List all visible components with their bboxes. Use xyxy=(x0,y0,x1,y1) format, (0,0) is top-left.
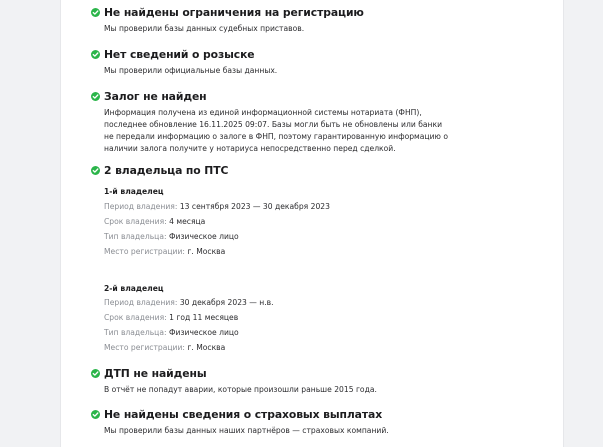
section-title: Залог не найден xyxy=(104,90,207,103)
section-description: Мы проверили базы данных судебных приставов. xyxy=(104,24,305,33)
owner-type: Тип владельца: Физическое лицо xyxy=(104,232,239,241)
report-card xyxy=(60,0,564,447)
owner-heading: 1-й владелец xyxy=(104,187,164,196)
section-description: Мы проверили официальные базы данных. xyxy=(104,66,278,75)
owner-heading: 2-й владелец xyxy=(104,284,164,293)
owner-registration-place: Место регистрации: г. Москва xyxy=(104,247,226,256)
section-title: Нет сведений о розыске xyxy=(104,48,255,61)
owner-registration-place: Место регистрации: г. Москва xyxy=(104,343,226,352)
section-title: ДТП не найдены xyxy=(104,367,207,380)
section-title: Не найдены сведения о страховых выплатах xyxy=(104,408,383,421)
check-circle-icon xyxy=(91,410,100,419)
check-circle-icon xyxy=(91,92,100,101)
section-accidents xyxy=(91,367,551,394)
section-wanted xyxy=(91,48,551,75)
section-title: Не найдены ограничения на регистрацию xyxy=(104,6,364,19)
section-description: Информация получена из единой информационной системы нотариата (ФНП), последнее обновление 16.11.2025 09:07. Базы могли быть не обновлены или банки не передали информацию о залоге в ФНП, поэтому гарантированную информацию о наличии залога получите у нотариуса непосредственно перед сделкой. xyxy=(104,108,448,153)
section-title: 2 владельца по ПТС xyxy=(104,164,229,177)
section-owners xyxy=(91,164,551,352)
owner-period: Период владения: 30 декабря 2023 — н.в. xyxy=(104,298,274,307)
check-circle-icon xyxy=(91,8,100,17)
section-description: В отчёт не попадут аварии, которые произошли раньше 2015 года. xyxy=(104,385,377,394)
owner-term: Срок владения: 4 месяца xyxy=(104,217,206,226)
section-pledge xyxy=(91,90,551,153)
section-registration-restrictions xyxy=(91,6,551,33)
owner-type: Тип владельца: Физическое лицо xyxy=(104,328,239,337)
check-circle-icon xyxy=(91,166,100,175)
check-circle-icon xyxy=(91,369,100,378)
section-insurance-payments xyxy=(91,408,551,435)
section-description: Мы проверили базы данных наших партнёров — страховых компаний. xyxy=(104,426,389,435)
owner-term: Срок владения: 1 год 11 месяцев xyxy=(104,313,239,322)
owner-period: Период владения: 13 сентября 2023 — 30 декабря 2023 xyxy=(104,202,330,211)
check-circle-icon xyxy=(91,50,100,59)
